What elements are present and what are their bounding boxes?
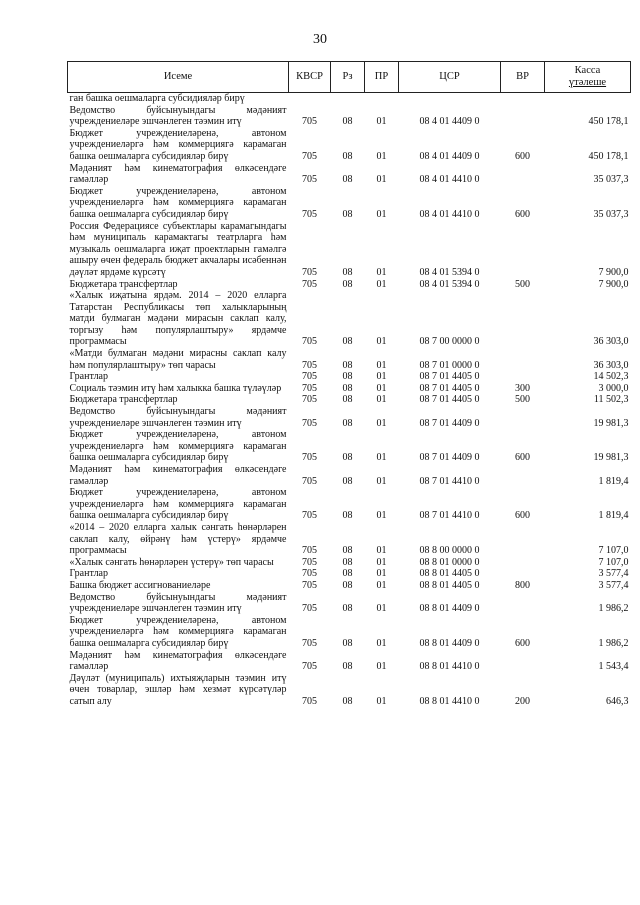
row-kvsr: 705 — [302, 603, 317, 615]
row-amount: 19 981,3 — [593, 452, 629, 464]
row-csr: 08 4 01 5394 0 — [419, 266, 480, 278]
row-pr: 01 — [376, 545, 387, 557]
row-pr: 01 — [376, 417, 387, 429]
row-name: Бюджет учреждениеләренә, автоном учреждениеләргә һәм коммерциягә карамаган башка оешмаларга субсидияләр бирү — [69, 185, 287, 220]
header-kassa-line2: үтәлеше — [568, 77, 607, 88]
row-rz: 08 — [342, 661, 353, 673]
row-pr: 01 — [376, 150, 387, 162]
row-amount: 7 900,0 — [598, 266, 629, 278]
row-vr: 600 — [515, 452, 530, 464]
row-pr — [365, 93, 399, 105]
row-csr: 08 7 01 4405 0 — [419, 371, 480, 383]
row-amount: 646,3 — [606, 695, 629, 707]
row-name: Бюджет учреждениеләренә, автоном учреждениеләргә һәм коммерциягә карамаган башка оешмаларга субсидияләр бирү — [69, 614, 287, 649]
row-name: «Матди булмаган мәдәни мирасны саклап калу һәм популярлаштыру» төп чарасы — [69, 348, 287, 371]
row-pr: 01 — [376, 695, 387, 707]
row-pr: 01 — [376, 568, 387, 580]
row-csr: 08 7 01 0000 0 — [419, 359, 480, 371]
row-vr — [501, 163, 545, 186]
row-csr: 08 4 01 4409 0 — [419, 150, 480, 162]
row-csr: 08 7 01 4405 0 — [419, 382, 480, 394]
row-rz: 08 — [342, 116, 353, 128]
table-row — [68, 105, 631, 128]
row-rz: 08 — [342, 394, 353, 406]
row-vr: 600 — [515, 637, 530, 649]
row-vr: 500 — [515, 394, 530, 406]
row-name: Мәдәният һәм кинематография өлкәсендәге гамәлләр — [69, 649, 287, 673]
row-name: Грантлар — [69, 568, 108, 580]
row-vr — [501, 568, 545, 580]
row-pr: 01 — [376, 579, 387, 591]
row-amount: 450 178,1 — [588, 116, 629, 128]
table-row — [68, 186, 631, 221]
row-rz: 08 — [342, 359, 353, 371]
row-vr — [501, 557, 545, 569]
row-kvsr: 705 — [302, 336, 317, 348]
row-name: «Халык сәнгать һөнәрләрен үстерү» төп чарасы — [69, 556, 274, 568]
row-rz: 08 — [342, 637, 353, 649]
row-vr: 600 — [515, 510, 530, 522]
row-name: Россия Федерациясе субъектлары карамагындагы һәм муниципаль карамактагы театрларга һәм музыкаль оешмаларга иҗат проектларын гамәлгә ашыру өчен федераль бюджет акчалары исәбеннән дәүләт ярдәме күрсәтү — [69, 220, 287, 278]
row-kvsr: 705 — [302, 568, 317, 580]
row-kvsr: 705 — [302, 556, 317, 568]
row-vr — [501, 221, 545, 279]
header-pr: ПР — [365, 62, 399, 93]
table-row — [68, 650, 631, 673]
row-amount: 35 037,3 — [593, 208, 629, 220]
row-csr: 08 7 01 4409 0 — [419, 452, 480, 464]
header-rz: Рз — [331, 62, 365, 93]
row-rz: 08 — [342, 510, 353, 522]
row-csr: 08 7 01 4410 0 — [419, 475, 480, 487]
row-kvsr: 705 — [302, 266, 317, 278]
table-row — [68, 464, 631, 487]
row-vr — [501, 592, 545, 615]
row-rz: 08 — [342, 452, 353, 464]
table-row — [68, 221, 631, 279]
table-row — [68, 93, 631, 105]
row-pr: 01 — [376, 278, 387, 290]
row-kvsr: 705 — [302, 637, 317, 649]
row-csr: 08 8 01 4410 0 — [419, 661, 480, 673]
row-pr: 01 — [376, 174, 387, 186]
row-rz: 08 — [342, 382, 353, 394]
row-vr — [501, 371, 545, 383]
row-csr: 08 7 01 4409 0 — [419, 417, 480, 429]
row-pr: 01 — [376, 208, 387, 220]
row-vr: 500 — [515, 278, 530, 290]
row-csr: 08 8 01 4405 0 — [419, 579, 480, 591]
row-vr: 600 — [515, 208, 530, 220]
row-amount: 3 577,4 — [598, 579, 629, 591]
row-pr: 01 — [376, 359, 387, 371]
row-csr: 08 7 01 4410 0 — [419, 510, 480, 522]
row-pr: 01 — [376, 661, 387, 673]
row-pr: 01 — [376, 336, 387, 348]
row-csr: 08 8 01 0000 0 — [419, 556, 480, 568]
row-vr — [501, 105, 545, 128]
row-pr: 01 — [376, 452, 387, 464]
table-row — [68, 279, 631, 291]
row-vr — [501, 406, 545, 429]
row-name: Социаль тәэмин итү һәм халыкка башка түләүләр — [69, 382, 282, 394]
row-name: Башка бюджет ассигнованиеләре — [69, 579, 211, 591]
row-rz: 08 — [342, 266, 353, 278]
row-rz: 08 — [342, 278, 353, 290]
row-name: Бюджет учреждениеләренә, автоном учреждениеләргә һәм коммерциягә карамаган башка оешмаларга субсидияләр бирү — [69, 429, 287, 464]
header-kassa-line1: Касса — [574, 65, 601, 77]
row-name: Ведомство буйсынуындагы мәдәният учреждениеләре эшчәнлеген тәэмин итү — [69, 406, 287, 429]
row-csr — [399, 93, 501, 105]
row-amount: 3 577,4 — [598, 568, 629, 580]
row-csr: 08 8 00 0000 0 — [419, 545, 480, 557]
row-pr: 01 — [376, 475, 387, 487]
row-amount: 19 981,3 — [593, 417, 629, 429]
row-kvsr: 705 — [302, 371, 317, 383]
table-row — [68, 128, 631, 163]
header-kassa — [545, 62, 631, 93]
row-rz: 08 — [342, 568, 353, 580]
row-vr — [501, 522, 545, 557]
row-amount: 14 502,3 — [593, 371, 629, 383]
row-kvsr: 705 — [302, 695, 317, 707]
header-kvsr: КВСР — [289, 62, 331, 93]
row-amount — [545, 93, 631, 105]
row-pr: 01 — [376, 637, 387, 649]
row-name: «2014 – 2020 елларга халык сәнгать һөнәрләрен саклап калу, өйрәнү һәм үстерү» ярдәмче программасы — [69, 521, 287, 557]
row-name: Бюджет учреждениеләренә, автоном учреждениеләргә һәм коммерциягә карамаган башка оешмаларга субсидияләр бирү — [69, 127, 287, 162]
table-row — [68, 406, 631, 429]
header-name: Исеме — [68, 62, 289, 93]
row-rz: 08 — [342, 417, 353, 429]
row-csr: 08 7 00 0000 0 — [419, 336, 480, 348]
row-amount: 1 986,2 — [598, 637, 629, 649]
row-kvsr: 705 — [302, 475, 317, 487]
row-name: Грантлар — [69, 371, 108, 383]
row-kvsr: 705 — [302, 394, 317, 406]
row-csr: 08 8 01 4410 0 — [419, 695, 480, 707]
row-amount: 36 303,0 — [593, 336, 629, 348]
row-kvsr: 705 — [302, 545, 317, 557]
page-number: 30 — [313, 32, 327, 47]
row-csr: 08 7 01 4405 0 — [419, 394, 480, 406]
row-pr: 01 — [376, 116, 387, 128]
row-name: Бюджетара трансфертлар — [69, 394, 178, 406]
row-kvsr: 705 — [302, 150, 317, 162]
row-kvsr: 705 — [302, 417, 317, 429]
row-amount: 1 986,2 — [598, 603, 629, 615]
table-row — [68, 557, 631, 569]
row-kvsr: 705 — [302, 278, 317, 290]
row-csr: 08 8 01 4409 0 — [419, 637, 480, 649]
row-kvsr: 705 — [302, 208, 317, 220]
row-kvsr: 705 — [302, 510, 317, 522]
row-amount: 7 900,0 — [598, 278, 629, 290]
row-name: Ведомство буйсынуындагы мәдәният учреждениеләре эшчәнлеген тәэмин итү — [69, 591, 287, 615]
row-name: Ведомство буйсынуындагы мәдәният учреждениеләре эшчәнлеген тәэмин итү — [69, 104, 287, 128]
row-vr — [501, 650, 545, 673]
row-kvsr: 705 — [302, 452, 317, 464]
row-name: Бюджет учреждениеләренә, автоном учреждениеләргә һәм коммерциягә карамаган башка оешмаларга субсидияләр бирү — [69, 487, 287, 522]
row-vr: 300 — [515, 382, 530, 394]
row-amount: 1 819,4 — [598, 475, 629, 487]
row-name: Дәүләт (муниципаль) ихтыяҗларын тәэмин итү өчен товарлар, эшләр һәм хезмәт күрсәтүләр сатып алу — [69, 672, 287, 707]
row-amount: 1 543,4 — [598, 661, 629, 673]
row-kvsr — [289, 93, 331, 105]
row-name: Бюджетара трансфертлар — [69, 278, 178, 290]
row-rz: 08 — [342, 545, 353, 557]
table-row — [68, 522, 631, 557]
row-kvsr: 705 — [302, 116, 317, 128]
budget-table — [67, 61, 631, 707]
row-rz — [331, 93, 365, 105]
row-pr: 01 — [376, 266, 387, 278]
row-vr — [501, 464, 545, 487]
row-amount: 3 000,0 — [598, 382, 629, 394]
row-csr: 08 4 01 5394 0 — [419, 278, 480, 290]
row-name: Мәдәният һәм кинематография өлкәсендәге гамәлләр — [69, 464, 287, 487]
row-rz: 08 — [342, 603, 353, 615]
table-row — [68, 163, 631, 186]
table-row — [68, 394, 631, 406]
row-vr — [501, 348, 545, 371]
row-kvsr: 705 — [302, 174, 317, 186]
row-amount: 450 178,1 — [588, 150, 629, 162]
row-rz: 08 — [342, 695, 353, 707]
row-rz: 08 — [342, 556, 353, 568]
row-pr: 01 — [376, 603, 387, 615]
row-pr: 01 — [376, 394, 387, 406]
row-csr: 08 8 01 4405 0 — [419, 568, 480, 580]
table-row — [68, 673, 631, 708]
row-amount: 11 502,3 — [593, 394, 629, 406]
header-csr: ЦСР — [399, 62, 501, 93]
row-vr: 600 — [515, 150, 530, 162]
row-pr: 01 — [376, 371, 387, 383]
row-rz: 08 — [342, 208, 353, 220]
row-vr: 200 — [515, 695, 530, 707]
row-pr: 01 — [376, 556, 387, 568]
row-name: ган башка оешмаларга субсидияләр бирү — [69, 93, 245, 104]
row-csr: 08 4 01 4409 0 — [419, 116, 480, 128]
row-pr: 01 — [376, 510, 387, 522]
row-csr: 08 4 01 4410 0 — [419, 208, 480, 220]
header-vr: ВР — [501, 62, 545, 93]
table-row — [68, 615, 631, 650]
row-pr: 01 — [376, 382, 387, 394]
table-row — [68, 429, 631, 464]
row-amount: 7 107,0 — [598, 545, 629, 557]
row-rz: 08 — [342, 150, 353, 162]
row-rz: 08 — [342, 336, 353, 348]
table-row — [68, 487, 631, 522]
row-name: Мәдәният һәм кинематография өлкәсендәге гамәлләр — [69, 162, 287, 186]
row-kvsr: 705 — [302, 382, 317, 394]
row-rz: 08 — [342, 475, 353, 487]
table-row — [68, 580, 631, 592]
table-header-row — [68, 62, 631, 93]
row-amount: 1 819,4 — [598, 510, 629, 522]
row-kvsr: 705 — [302, 661, 317, 673]
row-amount: 36 303,0 — [593, 359, 629, 371]
row-amount: 7 107,0 — [598, 556, 629, 568]
row-csr: 08 8 01 4409 0 — [419, 603, 480, 615]
table-row — [68, 383, 631, 395]
row-csr: 08 4 01 4410 0 — [419, 174, 480, 186]
table-row — [68, 371, 631, 383]
row-rz: 08 — [342, 579, 353, 591]
row-vr — [501, 290, 545, 348]
row-name: «Халык иҗатына ярдәм. 2014 – 2020 елларга Татарстан Республикасы төп халыкларының матди булмаган мәдәни мирасын саклап калу, торгызу һәм популярлаштыру» ярдәмче программасы — [69, 290, 287, 348]
row-kvsr: 705 — [302, 579, 317, 591]
row-rz: 08 — [342, 174, 353, 186]
row-amount: 35 037,3 — [593, 174, 629, 186]
row-vr: 800 — [515, 579, 530, 591]
table-row — [68, 592, 631, 615]
row-rz: 08 — [342, 371, 353, 383]
table-row — [68, 290, 631, 348]
row-kvsr: 705 — [302, 359, 317, 371]
table-row — [68, 568, 631, 580]
row-vr — [501, 93, 545, 105]
table-row — [68, 348, 631, 371]
